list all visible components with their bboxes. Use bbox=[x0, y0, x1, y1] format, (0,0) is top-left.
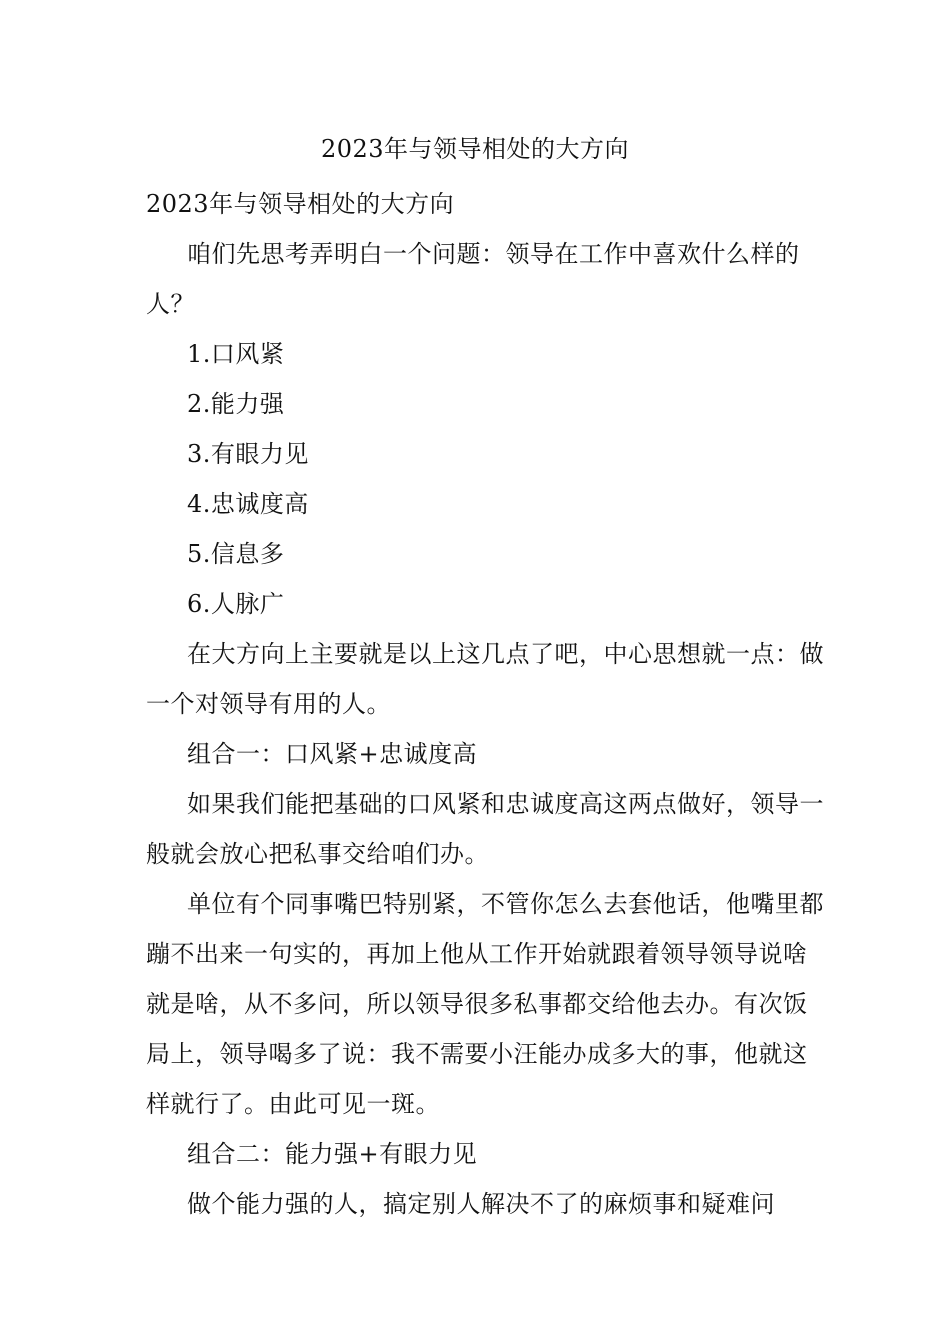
paragraph-example: 单位有个同事嘴巴特别紧，不管你怎么去套他话，他嘴里都蹦不出来一句实的，再加上他从工作开始就跟着领导领导说啥就是啥，从不多问，所以领导很多私事都交给他去办。有次饭局上，领导喝多了说：我不需要小汪能办成多大的事，他就这样就行了。由此可见一斑。 bbox=[146, 890, 824, 1118]
subtitle-line: 2023年与领导相处的大方向 bbox=[146, 190, 455, 218]
document-title: 2023年与领导相处的大方向 bbox=[320, 135, 630, 163]
list-item-4: 4.忠诚度高 bbox=[187, 490, 309, 518]
paragraph-summary: 在大方向上主要就是以上这几点了吧，中心思想就一点：做一个对领导有用的人。 bbox=[146, 640, 824, 718]
list-item-1: 1.口风紧 bbox=[187, 340, 285, 368]
list-item-6: 6.人脉广 bbox=[187, 590, 285, 618]
list-item-2: 2.能力强 bbox=[187, 390, 285, 418]
paragraph-question: 咱们先思考弄明白一个问题：领导在工作中喜欢什么样的人？ bbox=[146, 240, 800, 318]
paragraph-combo-1: 如果我们能把基础的口风紧和忠诚度高这两点做好，领导一般就会放心把私事交给咱们办。 bbox=[146, 790, 824, 868]
list-item-5: 5.信息多 bbox=[187, 540, 285, 568]
paragraph-combo-2: 做个能力强的人，搞定别人解决不了的麻烦事和疑难问 bbox=[187, 1190, 775, 1218]
document-body bbox=[146, 179, 826, 1229]
section-heading-2: 组合二：能力强+有眼力见 bbox=[187, 1140, 478, 1168]
section-heading-1: 组合一：口风紧+忠诚度高 bbox=[187, 740, 478, 768]
list-item-3: 3.有眼力见 bbox=[187, 440, 309, 468]
